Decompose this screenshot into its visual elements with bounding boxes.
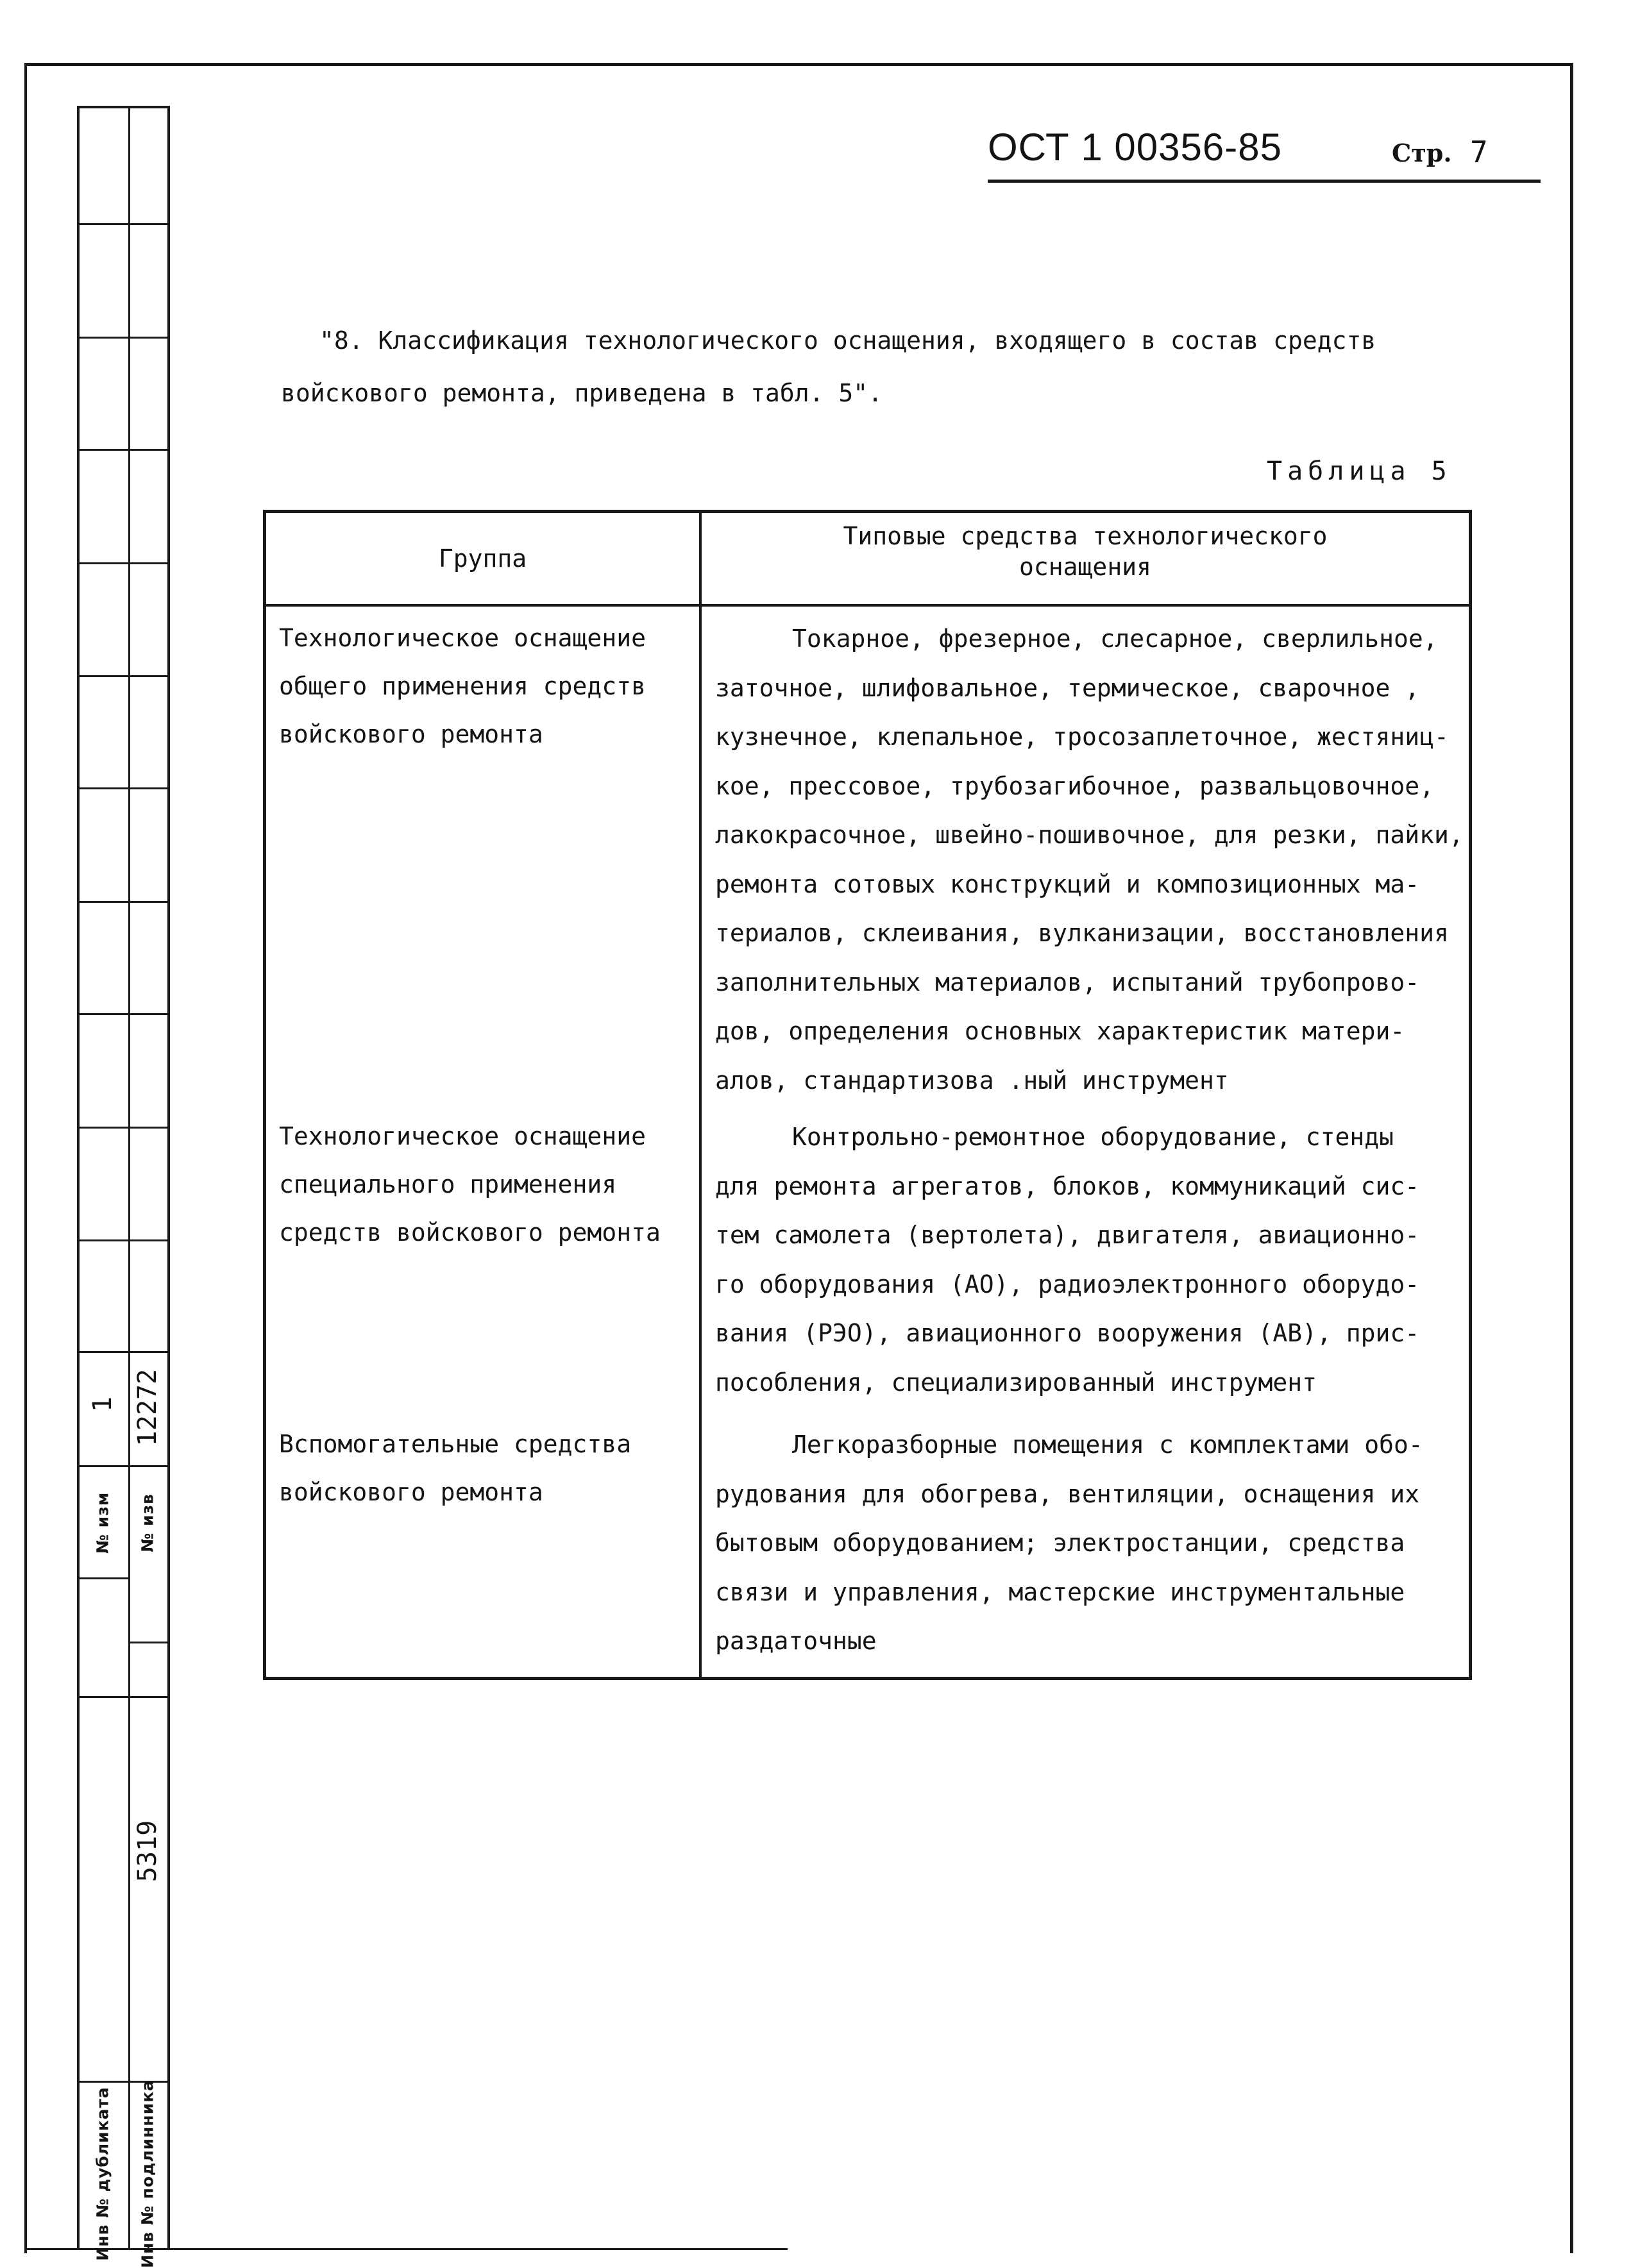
izm-value: 1 — [88, 1396, 117, 1413]
row-1-means-line: Токарное, фрезерное, слесарное, сверлильное, — [792, 625, 1438, 653]
original-inv-value: 5319 — [133, 1820, 162, 1883]
row-3-means — [715, 1420, 1459, 1666]
intro-paragraph — [281, 314, 1467, 419]
row-1-group — [279, 614, 689, 759]
page-label: Стр. — [1392, 139, 1452, 167]
header-means-line-2: оснащения — [1019, 553, 1151, 581]
column-divider — [699, 513, 702, 1677]
row-1-means-line: кузнечное, клепальное, тросозаплеточное, жестяниц- — [715, 723, 1449, 751]
row-1-means-line: дов, определения основных характеристик матери- — [715, 1017, 1405, 1045]
row-2-means — [715, 1113, 1459, 1407]
row-2-group-line: средств войскового ремонта — [279, 1218, 661, 1247]
row-2-group — [279, 1113, 689, 1257]
page-frame-left — [24, 63, 27, 2253]
binding-strip — [77, 106, 170, 2268]
izm-label: № изм — [93, 1491, 112, 1554]
row-1-group-line: Технологическое оснащение — [279, 624, 646, 652]
header-rule — [988, 180, 1541, 183]
intro-line-1: "8. Классификация технологического оснащения, входящего в состав средств — [319, 326, 1376, 355]
row-3-means-line: раздаточные — [715, 1627, 877, 1655]
row-3-group-line: Вспомогательные средства — [279, 1430, 632, 1458]
page-frame-top — [26, 63, 1573, 66]
row-3-means-line: связи и управления, мастерские инструментальные — [715, 1577, 1405, 1606]
row-2-means-line: тем самолета (вертолета), двигателя, авиационно- — [715, 1221, 1420, 1249]
row-1-means — [715, 614, 1464, 1105]
row-1-means-line: заполнительных материалов, испытаний трубопрово- — [715, 968, 1420, 996]
document-code: ОСТ 1 00356-85 — [988, 126, 1282, 169]
row-3-group-line: войскового ремонта — [279, 1478, 543, 1506]
row-2-means-line: вания (РЭО), авиационного вооружения (АВ), прис- — [715, 1319, 1420, 1347]
row-3-group — [279, 1420, 689, 1516]
page-frame-right — [1570, 63, 1573, 2253]
row-1-group-line: войскового ремонта — [279, 720, 543, 748]
row-2-group-line: Технологическое оснащение — [279, 1122, 646, 1150]
row-2-means-line: Контрольно-ремонтное оборудование, стенды — [792, 1123, 1394, 1151]
row-1-means-line: заточное, шлифовальное, термическое, сварочное , — [715, 673, 1420, 702]
row-2-group-line: специального применения — [279, 1170, 617, 1198]
row-1-means-line: алов, стандартизова .ный инструмент — [715, 1066, 1229, 1095]
row-1-group-line: общего применения средств — [279, 672, 646, 700]
izv-value: 12272 — [133, 1368, 162, 1447]
header-group-label: Группа — [438, 544, 527, 573]
duplicate-inv-label: Инв № дубликата — [93, 2087, 112, 2261]
row-2-means-line: го оборудования (АО), радиоэлектронного оборудо- — [715, 1270, 1420, 1298]
row-3-means-line: Легкоразборные помещения с комплектами обо- — [792, 1431, 1423, 1459]
row-2-means-line: для ремонта агрегатов, блоков, коммуникаций сис- — [715, 1172, 1420, 1200]
intro-line-2: войскового ремонта, приведена в табл. 5". — [281, 379, 883, 407]
classification-table — [263, 510, 1472, 1680]
row-3-means-line: рудования для обогрева, вентиляции, оснащения их — [715, 1479, 1420, 1508]
header-row-rule — [266, 604, 1469, 607]
page-number: 7 — [1470, 135, 1488, 169]
table-title: Таблица 5 — [1267, 457, 1452, 486]
row-1-means-line: лакокрасочное, швейно-пошивочное, для резки, пайки, — [715, 821, 1464, 849]
row-2-means-line: пособления, специализированный инструмент — [715, 1368, 1317, 1397]
izv-label: № изв — [138, 1493, 157, 1552]
header-means-line-1: Типовые средства технологического — [843, 522, 1328, 550]
header-means — [702, 521, 1469, 582]
row-1-means-line: кое, прессовое, трубозагибочное, развальцовочное, — [715, 771, 1435, 800]
row-3-means-line: бытовым оборудованием; электростанции, средства — [715, 1529, 1405, 1557]
header-group — [266, 513, 699, 604]
row-1-means-line: териалов, склеивания, вулканизации, восстановления — [715, 919, 1449, 947]
row-1-means-line: ремонта сотовых конструкций и композиционных ма- — [715, 869, 1420, 898]
original-inv-label: Инв № подлинника — [138, 2079, 157, 2268]
